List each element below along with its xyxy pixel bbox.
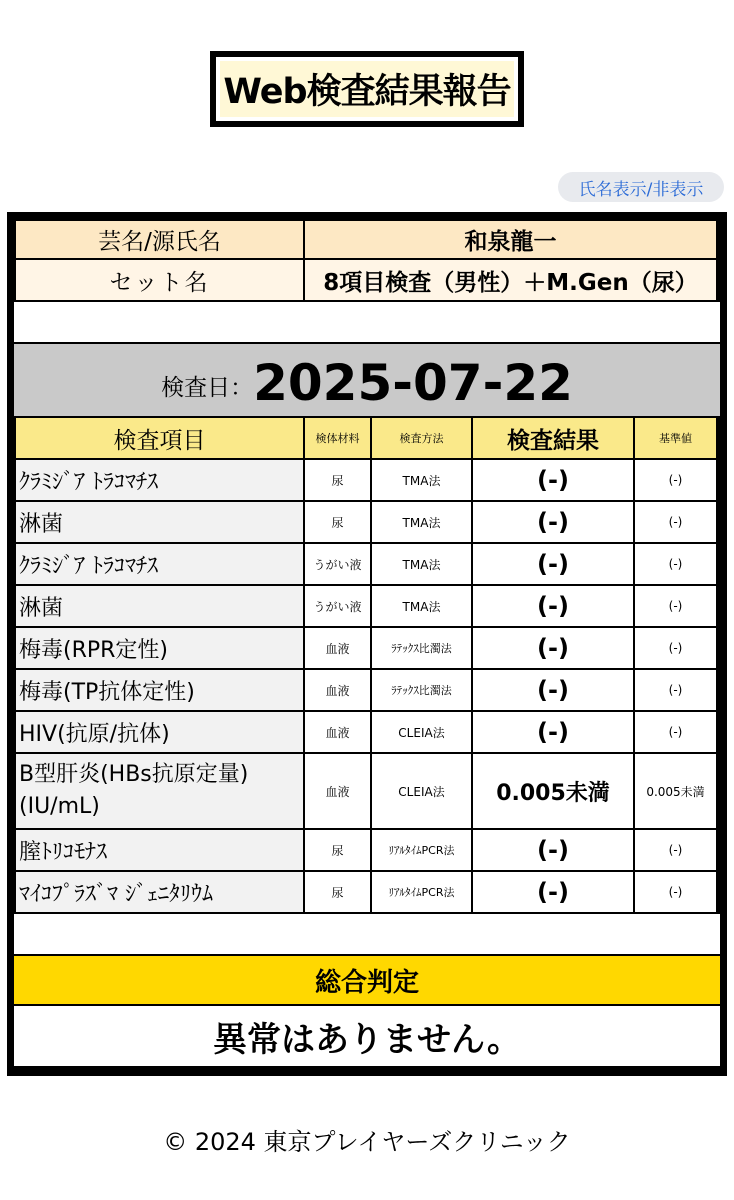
test-method: ﾘｱﾙﾀｲﾑPCR法: [372, 830, 471, 870]
report-title: Web検査結果報告: [220, 61, 514, 117]
test-method: ﾘｱﾙﾀｲﾑPCR法: [372, 872, 471, 912]
blank-row: [14, 302, 720, 342]
test-method: CLEIA法: [372, 754, 471, 828]
test-method: CLEIA法: [372, 712, 471, 752]
table-row: [14, 830, 720, 870]
name-value: 和泉龍一: [305, 221, 716, 258]
report-table: [14, 219, 720, 1069]
table-row: [14, 754, 720, 828]
test-material: 血液: [305, 670, 370, 710]
test-item: HIV(抗原/抗体): [16, 712, 303, 752]
test-reference: (-): [635, 586, 716, 626]
test-material: うがい液: [305, 586, 370, 626]
test-item: B型肝炎(HBs抗原定量)(IU/mL): [16, 754, 303, 828]
test-method: TMA法: [372, 544, 471, 584]
test-material: 尿: [305, 830, 370, 870]
table-row: [14, 502, 720, 542]
test-reference: (-): [635, 628, 716, 668]
header-item: 検査項目: [16, 418, 303, 458]
test-result: (-): [473, 628, 633, 668]
table-row: [14, 544, 720, 584]
test-result: (-): [473, 544, 633, 584]
test-method: TMA法: [372, 502, 471, 542]
footer-copyright: © 2024 東京プレイヤーズクリニック: [163, 1128, 571, 1156]
test-item: 膣ﾄﾘｺﾓﾅｽ: [16, 830, 303, 870]
test-material: うがい液: [305, 544, 370, 584]
test-item: 梅毒(TP抗体定性): [16, 670, 303, 710]
table-row: [14, 872, 720, 912]
test-material: 血液: [305, 754, 370, 828]
name-row: [14, 221, 720, 258]
test-method: TMA法: [372, 586, 471, 626]
date-row: [14, 344, 720, 416]
test-material: 血液: [305, 628, 370, 668]
test-result: 0.005未満: [473, 754, 633, 828]
test-material: 血液: [305, 712, 370, 752]
set-label: セット名: [16, 260, 303, 300]
report-title-box: [210, 51, 524, 127]
table-row: [14, 586, 720, 626]
header-method: 検査方法: [372, 418, 471, 458]
header-result: 検査結果: [473, 418, 633, 458]
date-label: 検査日：: [161, 375, 254, 401]
date-value: 2025-07-22: [253, 354, 573, 412]
test-material: 尿: [305, 460, 370, 500]
name-visibility-toggle-button[interactable]: 氏名表示/非表示: [558, 172, 724, 202]
set-value: 8項目検査（男性）＋M.Gen（尿）: [305, 260, 716, 300]
name-label: 芸名/源氏名: [16, 221, 303, 258]
test-item: ｸﾗﾐｼﾞｱ ﾄﾗｺﾏﾁｽ: [16, 544, 303, 584]
test-reference: (-): [635, 712, 716, 752]
table-header-row: [14, 418, 720, 458]
test-reference: (-): [635, 460, 716, 500]
judgment-label: 総合判定: [14, 956, 720, 1004]
test-reference: (-): [635, 502, 716, 542]
table-row: [14, 670, 720, 710]
test-result: (-): [473, 712, 633, 752]
table-row: [14, 712, 720, 752]
test-item: 淋菌: [16, 586, 303, 626]
test-item: 淋菌: [16, 502, 303, 542]
set-row: [14, 260, 720, 300]
test-method: ﾗﾃｯｸｽ比濁法: [372, 670, 471, 710]
test-result: (-): [473, 502, 633, 542]
test-item: 梅毒(RPR定性): [16, 628, 303, 668]
test-reference: 0.005未満: [635, 754, 716, 828]
test-material: 尿: [305, 502, 370, 542]
test-reference: (-): [635, 670, 716, 710]
test-item: ｸﾗﾐｼﾞｱ ﾄﾗｺﾏﾁｽ: [16, 460, 303, 500]
header-material: 検体材料: [305, 418, 370, 458]
table-row: [14, 628, 720, 668]
test-result: (-): [473, 670, 633, 710]
test-reference: (-): [635, 830, 716, 870]
report-frame: [7, 212, 727, 1076]
blank-row-2: [14, 914, 720, 954]
test-material: 尿: [305, 872, 370, 912]
test-result: (-): [473, 830, 633, 870]
test-method: TMA法: [372, 460, 471, 500]
test-result: (-): [473, 586, 633, 626]
test-reference: (-): [635, 872, 716, 912]
test-item: ﾏｲｺﾌﾟﾗｽﾞﾏ ｼﾞｪﾆﾀﾘｳﾑ: [16, 872, 303, 912]
judgment-value: 異常はありません。: [14, 1006, 720, 1066]
header-reference: 基準値: [635, 418, 716, 458]
test-method: ﾗﾃｯｸｽ比濁法: [372, 628, 471, 668]
test-reference: (-): [635, 544, 716, 584]
test-result: (-): [473, 872, 633, 912]
test-result: (-): [473, 460, 633, 500]
table-row: [14, 460, 720, 500]
